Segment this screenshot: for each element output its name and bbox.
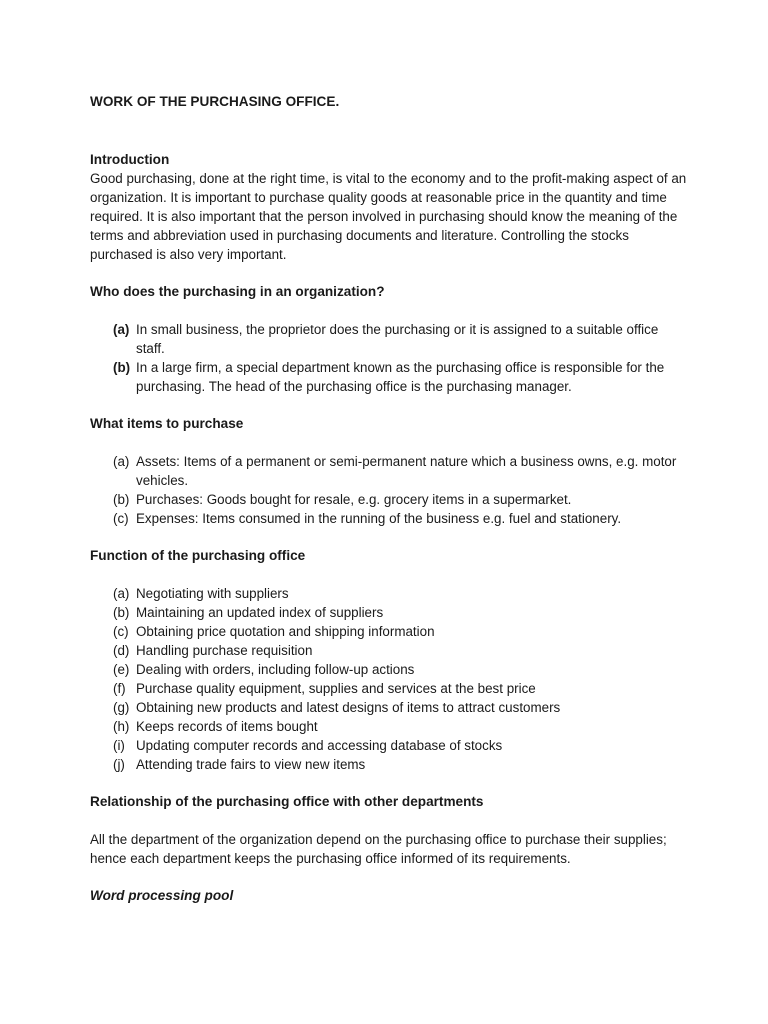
what-items-list <box>90 452 690 528</box>
list-item-text: Negotiating with suppliers <box>136 586 289 601</box>
list-item <box>90 358 690 396</box>
list-marker: (g) <box>113 700 130 715</box>
list-marker: (a) <box>113 586 130 601</box>
who-purchases-list <box>90 320 690 396</box>
document-title: WORK OF THE PURCHASING OFFICE. <box>90 94 340 109</box>
list-item <box>90 660 690 679</box>
list-marker: (c) <box>113 511 129 526</box>
list-item-text: Purchase quality equipment, supplies and services at the best price <box>136 681 536 696</box>
list-item <box>90 736 690 755</box>
list-item <box>90 509 690 528</box>
list-marker: (i) <box>113 738 125 753</box>
list-item-text: Handling purchase requisition <box>136 643 313 658</box>
function-heading: Function of the purchasing office <box>90 548 306 563</box>
introduction-paragraph: Good purchasing, done at the right time, is vital to the economy and to the profit-making aspect of an organization. It is important to purchase quality goods at reasonable price in the quantity and time required. It is also important that the person involved in purchasing should know the meaning of the terms and abbreviation used in purchasing documents and literature. Controlling the stocks purchased is also very important. <box>90 171 687 262</box>
word-processing-heading: Word processing pool <box>90 888 234 903</box>
list-item <box>90 320 690 358</box>
list-marker: (e) <box>113 662 130 677</box>
list-item-text: In a large firm, a special department known as the purchasing office is responsible for the purchasing. The head of the purchasing office is the purchasing manager. <box>136 360 665 394</box>
list-item-text: Expenses: Items consumed in the running of the business e.g. fuel and stationery. <box>136 511 622 526</box>
list-item-text: Attending trade fairs to view new items <box>136 757 366 772</box>
list-item <box>90 490 690 509</box>
list-marker: (b) <box>113 492 130 507</box>
list-item-text: Maintaining an updated index of suppliers <box>136 605 384 620</box>
document-body <box>90 92 690 905</box>
list-marker: (a) <box>113 454 130 469</box>
list-item-text: Obtaining price quotation and shipping information <box>136 624 435 639</box>
list-item-text: Keeps records of items bought <box>136 719 318 734</box>
who-purchases-heading: Who does the purchasing in an organization? <box>90 284 385 299</box>
list-item <box>90 603 690 622</box>
what-items-heading: What items to purchase <box>90 416 244 431</box>
list-item <box>90 622 690 641</box>
list-marker: (j) <box>113 757 125 772</box>
list-item-text: Purchases: Goods bought for resale, e.g. grocery items in a supermarket. <box>136 492 572 507</box>
list-marker: (b) <box>113 605 130 620</box>
list-item <box>90 698 690 717</box>
list-item <box>90 679 690 698</box>
list-item <box>90 584 690 603</box>
list-item <box>90 717 690 736</box>
list-item-text: Obtaining new products and latest designs of items to attract customers <box>136 700 561 715</box>
relationship-heading: Relationship of the purchasing office with other departments <box>90 794 484 809</box>
list-marker: (c) <box>113 624 129 639</box>
list-item-text: Updating computer records and accessing database of stocks <box>136 738 503 753</box>
list-item-text: Assets: Items of a permanent or semi-permanent nature which a business owns, e.g. motor vehicles. <box>136 454 677 488</box>
list-item <box>90 641 690 660</box>
relationship-paragraph: All the department of the organization depend on the purchasing office to purchase their supplies; hence each department keeps the purchasing office informed of its requirements. <box>90 832 667 866</box>
list-marker: (h) <box>113 719 130 734</box>
introduction-heading: Introduction <box>90 152 170 167</box>
list-marker: (b) <box>113 360 131 375</box>
list-item <box>90 755 690 774</box>
list-item-text: Dealing with orders, including follow-up actions <box>136 662 415 677</box>
function-list <box>90 584 690 774</box>
list-item <box>90 452 690 490</box>
list-marker: (f) <box>113 681 126 696</box>
list-marker: (d) <box>113 643 130 658</box>
list-item-text: In small business, the proprietor does the purchasing or it is assigned to a suitable office staff. <box>136 322 659 356</box>
list-marker: (a) <box>113 322 130 337</box>
